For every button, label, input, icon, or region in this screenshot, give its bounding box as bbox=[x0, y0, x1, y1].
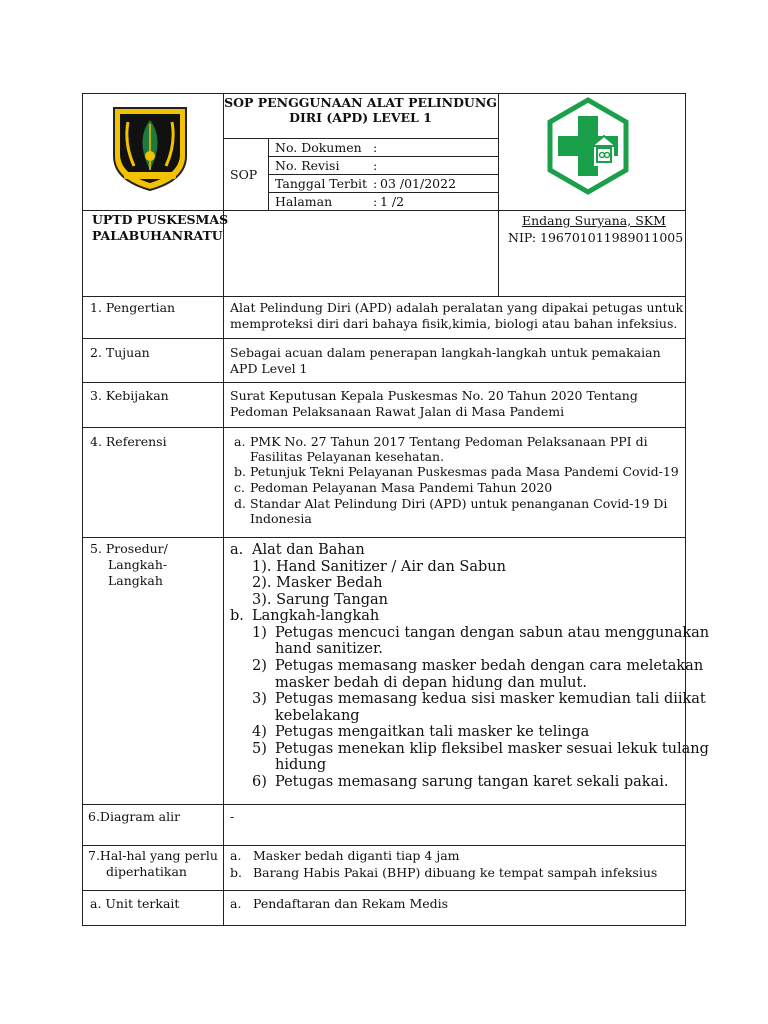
section-label-kebijakan: 3. Kebijakan bbox=[90, 388, 169, 403]
list-marker: c. bbox=[234, 480, 245, 495]
section-label-hal: 7.Hal-hal yang perlu bbox=[88, 848, 218, 863]
step-text: Petugas memasang masker bedah dengan cara meletakan bbox=[275, 658, 704, 674]
kebijakan-text-line1: Surat Keputusan Kepala Puskesmas No. 20 Tahun 2020 Tentang bbox=[230, 388, 638, 403]
signer-name: Endang Suryana, SKM bbox=[522, 213, 666, 228]
section-label-unit: a. Unit terkait bbox=[90, 896, 180, 911]
step-number: 5) bbox=[252, 741, 267, 757]
kebijakan-text-line2: Pedoman Pelaksanaan Rawat Jalan di Masa Pandemi bbox=[230, 404, 565, 419]
step-text: Petugas mencuci tangan dengan sabun atau menggunakan bbox=[275, 625, 710, 641]
meta-sep: : bbox=[373, 176, 378, 191]
list-item-cont: Indonesia bbox=[250, 511, 312, 526]
sop-title-line2: DIRI (APD) LEVEL 1 bbox=[289, 110, 432, 125]
tujuan-text-line2: APD Level 1 bbox=[230, 361, 308, 376]
list-marker: a. bbox=[230, 542, 244, 558]
meta-label: Tanggal Terbit bbox=[275, 176, 368, 191]
meta-sep: : bbox=[373, 158, 378, 173]
list-item: PMK No. 27 Tahun 2017 Tentang Pedoman Pelaksanaan PPI di bbox=[250, 434, 648, 449]
section-label-prosedur-2: Langkah- bbox=[108, 557, 168, 572]
sop-label: SOP bbox=[230, 167, 258, 182]
list-marker: a. bbox=[230, 896, 242, 911]
meta-value: 03 /01/2022 bbox=[380, 176, 457, 191]
list-marker: a. bbox=[230, 848, 242, 863]
list-item: 1). Hand Sanitizer / Air dan Sabun bbox=[252, 559, 506, 575]
step-number: 2) bbox=[252, 658, 267, 674]
section-label-pengertian: 1. Pengertian bbox=[90, 300, 176, 315]
section-label-diagram: 6.Diagram alir bbox=[88, 809, 181, 824]
step-text: Petugas memasang sarung tangan karet sekali pakai. bbox=[275, 774, 669, 790]
pengertian-text-line1: Alat Pelindung Diri (APD) adalah peralatan yang dipakai petugas untuk bbox=[230, 300, 684, 315]
step-text-cont: hand sanitizer. bbox=[275, 641, 383, 657]
list-item: 2). Masker Bedah bbox=[252, 575, 383, 591]
list-item: Pendaftaran dan Rekam Medis bbox=[253, 896, 449, 911]
sop-title-line1: SOP PENGGUNAAN ALAT PELINDUNG bbox=[224, 95, 497, 110]
list-item: Standar Alat Pelindung Diri (APD) untuk penanganan Covid-19 Di bbox=[250, 496, 668, 511]
meta-label: Halaman bbox=[275, 194, 333, 209]
step-number: 3) bbox=[252, 691, 267, 707]
list-marker: b. bbox=[234, 464, 246, 479]
puskesmas-logo bbox=[544, 96, 632, 196]
step-number: 1) bbox=[252, 625, 267, 641]
list-marker: b. bbox=[230, 865, 242, 880]
step-number: 4) bbox=[252, 724, 267, 740]
step-text: Petugas memasang kedua sisi masker kemudian tali diikat bbox=[275, 691, 706, 707]
list-item: Barang Habis Pakai (BHP) dibuang ke tempat sampah infeksius bbox=[253, 865, 658, 880]
list-item: 3). Sarung Tangan bbox=[252, 592, 388, 608]
signer-nip: NIP: 196701011989011005 bbox=[508, 230, 684, 245]
diagram-value: - bbox=[230, 809, 235, 824]
meta-label: No. Dokumen bbox=[275, 140, 362, 155]
tujuan-text-line1: Sebagai acuan dalam penerapan langkah-langkah untuk pemakaian bbox=[230, 345, 661, 360]
pengertian-text-line2: memproteksi diri dari bahaya fisik,kimia, biologi atau bahan infeksius. bbox=[230, 316, 678, 331]
section-label-prosedur-3: Langkah bbox=[108, 573, 163, 588]
section-label-referensi: 4. Referensi bbox=[90, 434, 167, 449]
section-label-tujuan: 2. Tujuan bbox=[90, 345, 150, 360]
step-text-cont: kebelakang bbox=[275, 708, 360, 724]
step-text: Petugas mengaitkan tali masker ke telinga bbox=[275, 724, 590, 740]
section-label-hal-2: diperhatikan bbox=[106, 864, 187, 879]
step-text: Petugas menekan klip fleksibel masker sesuai lekuk tulang bbox=[275, 741, 709, 757]
list-item-cont: Fasilitas Pelayanan kesehatan. bbox=[250, 449, 445, 464]
meta-sep: : bbox=[373, 194, 378, 209]
list-marker: b. bbox=[230, 608, 244, 624]
meta-sep: : bbox=[373, 140, 378, 155]
list-marker: d. bbox=[234, 496, 246, 511]
org-name-line1: UPTD PUSKESMAS bbox=[92, 212, 229, 227]
subsection-title: Langkah-langkah bbox=[252, 608, 380, 624]
section-label-prosedur: 5. Prosedur/ bbox=[90, 541, 168, 556]
list-marker: a. bbox=[234, 434, 246, 449]
list-item: Pedoman Pelayanan Masa Pandemi Tahun 2020 bbox=[250, 480, 553, 495]
step-number: 6) bbox=[252, 774, 267, 790]
meta-label: No. Revisi bbox=[275, 158, 340, 173]
subsection-title: Alat dan Bahan bbox=[252, 542, 365, 558]
list-item: Petunjuk Tekni Pelayanan Puskesmas pada Masa Pandemi Covid-19 bbox=[250, 464, 679, 479]
step-text-cont: masker bedah di depan hidung dan mulut. bbox=[275, 675, 587, 691]
regency-crest-logo bbox=[110, 104, 190, 194]
meta-value: 1 /2 bbox=[380, 194, 405, 209]
list-item: Masker bedah diganti tiap 4 jam bbox=[253, 848, 460, 863]
step-text-cont: hidung bbox=[275, 757, 327, 773]
org-name-line2: PALABUHANRATU bbox=[92, 228, 223, 243]
